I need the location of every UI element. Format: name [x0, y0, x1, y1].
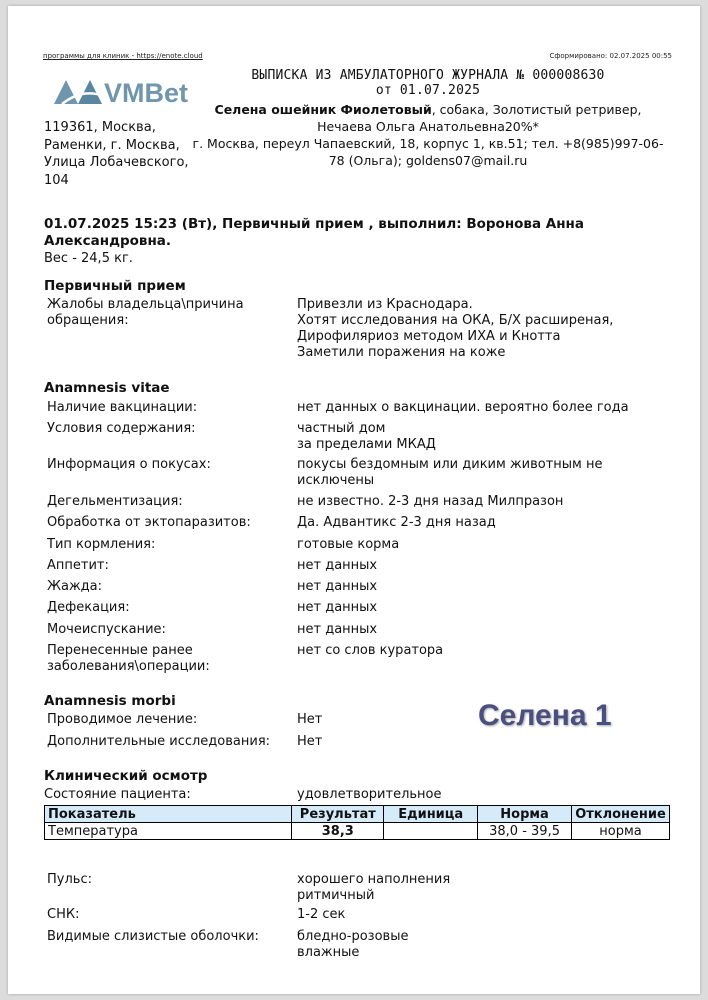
owner-name: Нечаева Ольга Анатольевна20%*: [317, 119, 539, 134]
clinic-software-link[interactable]: программы для клиник - https://enote.cloud: [43, 52, 203, 60]
logo-text: VMBet: [104, 78, 189, 108]
field-value: готовые корма: [297, 537, 400, 552]
section-morbi-title: Anamnesis morbi: [44, 693, 176, 709]
column-header: Единица: [384, 806, 478, 823]
field-value: Нет: [297, 734, 323, 749]
column-header: Результат: [292, 806, 384, 823]
field-value: бледно-розовые влажные: [297, 929, 409, 960]
owner-contacts: г. Москва, переул Чапаевский, 18, корпус 1, кв.51; тел. +8(985)997-06-78 (Ольга); goldens07@mail.ru: [192, 136, 664, 168]
field-value: частный дом за пределами МКАД: [297, 421, 436, 452]
field-label: Условия содержания:: [47, 421, 196, 436]
field-label: Проводимое лечение:: [47, 712, 198, 727]
results-table: [44, 805, 670, 840]
field-label: Жажда:: [47, 579, 103, 594]
document-date: от 01.07.2025: [375, 83, 481, 98]
table-header-row: [45, 806, 670, 823]
table-cell: норма: [571, 823, 669, 840]
patient-description: , собака, Золотистый ретривер,: [431, 102, 642, 117]
field-value: Да. Адвантикс 2-3 дня назад: [297, 515, 496, 530]
clinic-address: 119361, Москва, Раменки, г. Москва, Улица Лобачевского, 104: [44, 120, 189, 188]
patient-watermark: Селена 1: [478, 699, 612, 732]
section-primary-title: Первичный прием: [44, 278, 186, 294]
field-value: Нет: [297, 712, 323, 727]
field-label: Пульс:: [47, 872, 92, 887]
field-label: Жалобы владельца\причина обращения:: [47, 297, 244, 328]
client-info: [188, 101, 668, 169]
field-value: нет данных: [297, 558, 378, 573]
field-value: хорошего наполнения ритмичный: [297, 872, 451, 903]
field-value: нет со слов куратора: [297, 643, 444, 658]
field-value: удовлетворительное: [297, 787, 442, 802]
table-cell: 38,3: [292, 823, 384, 840]
field-label: Дефекация:: [47, 600, 130, 615]
field-label: Обработка от эктопаразитов:: [47, 515, 251, 530]
field-label: Состояние пациента:: [44, 787, 191, 802]
table-cell: 38,0 - 39,5: [478, 823, 572, 840]
table-cell: [384, 823, 478, 840]
patient-weight: Вес - 24,5 кг.: [44, 251, 133, 266]
visit-block: [44, 216, 644, 267]
field-label: СНК:: [47, 907, 80, 922]
field-label: Видимые слизистые оболочки:: [47, 929, 259, 944]
field-value: не известно. 2-3 дня назад Милпразон: [297, 494, 564, 509]
field-value: нет данных: [297, 579, 378, 594]
section-exam-title: Клинический осмотр: [44, 768, 208, 784]
field-label: Дегельментизация:: [47, 494, 183, 509]
document-title: ВЫПИСКА ИЗ АМБУЛАТОРНОГО ЖУРНАЛА № 000008630: [251, 68, 605, 83]
column-header: Показатель: [45, 806, 292, 823]
field-value: нет данных о вакцинации. вероятно более года: [297, 400, 629, 415]
patient-name: Селена ошейник Фиолетовый: [214, 102, 432, 117]
field-value: нет данных: [297, 600, 378, 615]
field-value: нет данных: [297, 622, 378, 637]
document-page: [8, 6, 700, 994]
formed-timestamp: Сформировано: 02.07.2025 00:55: [549, 52, 672, 60]
field-value: покусы бездомным или диким животным не исключены: [297, 457, 603, 488]
table-cell: Температура: [45, 823, 292, 840]
table-row: [45, 823, 670, 840]
field-label: Перенесенные ранее заболевания\операции:: [47, 643, 210, 674]
column-header: Норма: [478, 806, 572, 823]
field-label: Мочеиспускание:: [47, 622, 166, 637]
document-header: [188, 68, 668, 169]
field-label: Информация о покусах:: [47, 457, 211, 472]
field-label: Тип кормления:: [47, 537, 156, 552]
field-label: Аппетит:: [47, 558, 109, 573]
visit-title: 01.07.2025 15:23 (Вт), Первичный прием , выполнил: Воронова Анна Александровна.: [44, 216, 584, 249]
field-value: Привезли из Краснодара. Хотят исследования на ОКА, Б/Х расширеная, Дирофиляриоз методом ИХА и Кнотта Заметили поражения на коже: [297, 297, 614, 360]
column-header: Отклонение: [571, 806, 669, 823]
field-value: 1-2 сек: [297, 907, 346, 922]
field-label: Дополнительные исследования:: [47, 734, 271, 749]
section-vitae-title: Anamnesis vitae: [44, 380, 170, 396]
field-label: Наличие вакцинации:: [47, 400, 198, 415]
clinic-logo: [52, 74, 192, 108]
